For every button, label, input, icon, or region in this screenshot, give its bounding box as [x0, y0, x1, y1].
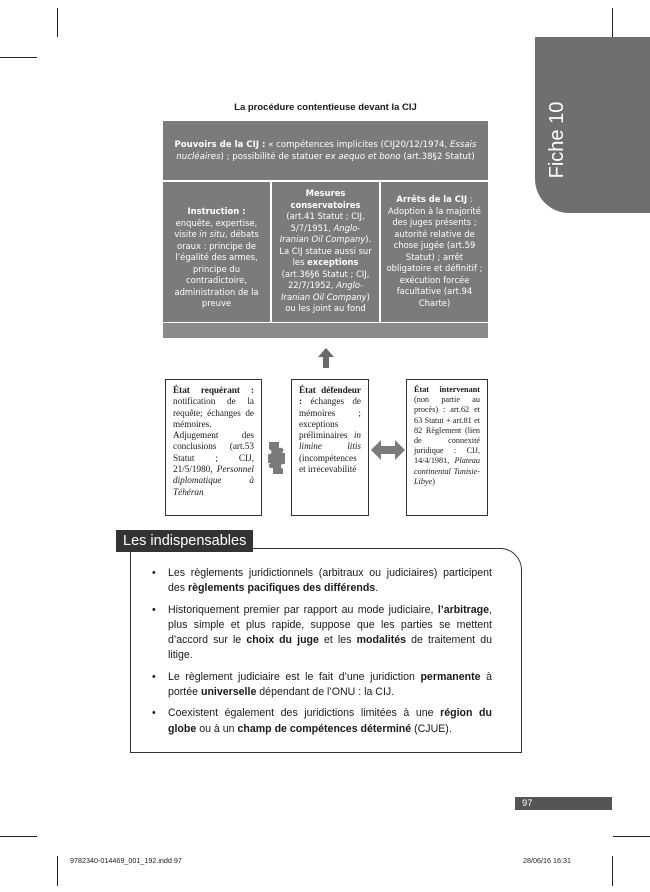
text: , débats oraux : principe de l’égalité des armes, principe du contradictoire, administration de la preuve	[174, 229, 259, 308]
text: (incompétences et irrecevabilité	[299, 452, 357, 475]
text: universelle	[200, 686, 257, 699]
text: à portée	[168, 670, 492, 699]
powers-heading: Pouvoirs de la CIJ :	[174, 139, 266, 150]
measures-heading: Mesures conservatoires	[290, 188, 361, 210]
text: (art.41 Statut ; CIJ, 5/7/1951,	[286, 211, 365, 233]
crop-mark	[57, 8, 58, 37]
indispensables-label: Les indispensables	[116, 530, 253, 552]
text: (art.38§2 Statut)	[400, 151, 475, 162]
text: champ de compétences déterminé	[237, 722, 412, 735]
text: Anglo-Iranian Oil Company	[279, 222, 366, 244]
indispensables-list	[148, 566, 492, 743]
text: ex aequo et bono	[325, 151, 401, 162]
text: Anglo-Iranian Oil Company	[281, 280, 367, 302]
text: in limine litis	[299, 430, 361, 452]
text: règlements pacifiques des différends	[188, 582, 376, 595]
intervening-state-card	[406, 379, 488, 516]
crop-mark	[613, 836, 650, 837]
procedure-columns	[163, 182, 488, 322]
text: (art.36§6 Statut ; CIJ, 22/7/1952,	[281, 268, 370, 290]
text: )	[432, 476, 435, 486]
footer-timestamp: 28/06/16 16:31	[523, 856, 571, 865]
crop-mark	[0, 836, 37, 837]
list-item	[148, 706, 492, 737]
text: Les règlements juridictionnels (arbitraux ou judiciaires) participent des	[168, 567, 492, 595]
defendant-state-card	[291, 379, 369, 516]
diagram-base-bar	[163, 323, 488, 338]
fiche-label: Fiche 10	[545, 101, 568, 179]
defendant-heading: État défendeur :	[299, 385, 361, 407]
text: , plus simple et plus rapide, suppose que les parties se mettent d’accord sur le	[168, 603, 492, 647]
text: in situ	[199, 229, 225, 239]
instruction-box	[163, 182, 270, 322]
text: Historiquement premier par rapport au mode judiciaire,	[168, 603, 438, 616]
text: Personnel diplomatique à Téhéran	[173, 464, 254, 497]
applicant-state-card	[165, 379, 262, 516]
text: ou à un	[196, 722, 238, 735]
text: exceptions	[307, 257, 359, 267]
list-item	[148, 670, 492, 701]
text: l’arbitrage	[437, 603, 490, 616]
text: : Adoption à la majorité des juges présents ; autorité relative de chose jugée (art.59 Statut) ; arrêt obligatoire et définitif ; exécution forcée facultative (art.94 Charte)	[386, 194, 483, 308]
text: Plateau continental Tunisie-Libye	[414, 456, 480, 486]
text: dépendant de l’ONU : la CIJ.	[256, 686, 395, 699]
text: « compétences implicites (CIJ20/12/1974,	[265, 139, 450, 150]
crop-mark	[57, 856, 58, 886]
judgments-box	[381, 182, 488, 322]
footer-file-name: 9782340-014469_001_192.indd 97	[70, 856, 182, 865]
text: notification de la requête; échanges de mémoires. Adjugement des conclusions (art.53 Statut ; CIJ, 21/5/1980,	[173, 396, 254, 475]
judgments-heading: Arrêts de la CIJ	[396, 194, 468, 204]
list-item	[148, 603, 492, 664]
text: .	[375, 582, 379, 595]
puzzle-piece-icon	[265, 440, 289, 476]
arrow-up-icon	[318, 348, 334, 368]
text: Coexistent également des juridictions limitées à une	[168, 707, 441, 720]
crop-mark	[612, 8, 613, 37]
text: de traitement du litige.	[168, 634, 492, 662]
crop-mark	[612, 856, 613, 886]
text: ) ; possibilité de statuer	[220, 151, 326, 162]
powers-box	[163, 121, 488, 180]
page-number: 97	[522, 798, 533, 809]
text: permanente	[420, 670, 481, 683]
measures-box	[272, 182, 379, 322]
double-arrow-icon	[371, 440, 405, 460]
text: Essais nucléaires	[176, 139, 477, 162]
intervening-heading: État intervenant	[414, 385, 480, 394]
text: (CJUE).	[411, 722, 452, 735]
list-item	[148, 566, 492, 597]
text: échanges de mémoires ; exceptions préliminaires	[299, 396, 361, 441]
instruction-heading: Instruction :	[187, 206, 246, 216]
text: Le règlement judiciaire est le fait d’une juridiction	[168, 670, 421, 683]
text: choix du juge	[246, 634, 319, 647]
text: et les	[318, 634, 357, 647]
crop-mark	[0, 57, 37, 58]
text: modalités	[356, 634, 407, 647]
text: (non partie au procès) : art.62 et 63 Statut + art.81 et 82 Règlement (lien de connexité juridique : CIJ, 14/4/1981,	[414, 395, 480, 466]
powers-text	[171, 139, 480, 163]
text: ) ou les joint au fond	[285, 291, 370, 313]
text: ). La CIJ statue aussi sur les	[279, 234, 372, 267]
text: région du globe	[168, 707, 492, 735]
text: enquête, expertise, visite	[174, 217, 258, 239]
diagram-title: La procédure contentieuse devant la CIJ	[234, 102, 417, 113]
applicant-heading: État requérant :	[173, 385, 254, 395]
